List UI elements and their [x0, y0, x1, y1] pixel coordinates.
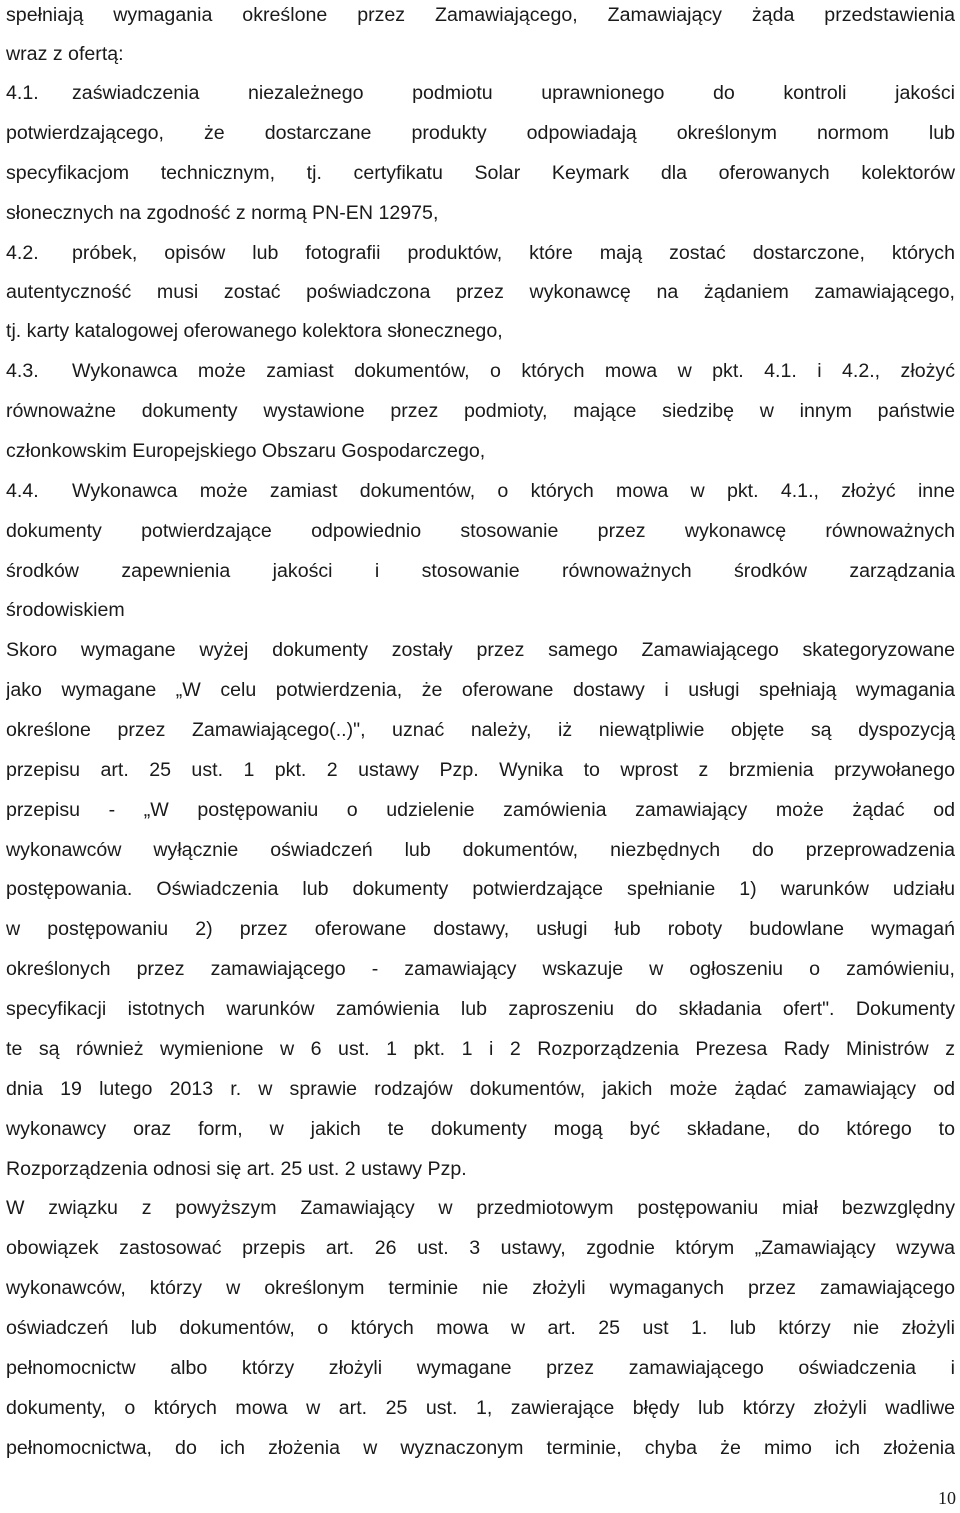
item-number: 4.3. — [6, 360, 39, 382]
list-item-4-4 — [6, 476, 955, 506]
text-line: dokumenty, o których mowa w art. 25 ust. 1, zawierające błędy lub którzy złożyli wadliwe — [6, 1397, 955, 1419]
text-line: pełnomocnictw albo którzy złożyli wymagane przez zamawiającego oświadczenia i — [6, 1357, 955, 1379]
item-text: próbek, opisów lub fotografii produktów, które mają zostać dostarczone, których — [72, 242, 955, 264]
list-item-4-2 — [6, 238, 955, 268]
text-line: Rozporządzenia odnosi się art. 25 ust. 2 ustawy Pzp. — [6, 1158, 467, 1180]
page-number: 10 — [938, 1488, 956, 1508]
text-line: W związku z powyższym Zamawiający w przedmiotowym postępowaniu miał bezwzględny — [6, 1197, 955, 1219]
text-line: spełniają wymagania określone przez Zamawiającego, Zamawiający żąda przedstawienia — [6, 4, 955, 26]
item-text: zaświadczenia niezależnego podmiotu uprawnionego do kontroli jakości — [72, 82, 955, 104]
item-number: 4.2. — [6, 242, 39, 264]
text-line: oświadczeń lub dokumentów, o których mowa w art. 25 ust 1. lub którzy nie złożyli — [6, 1317, 955, 1339]
text-line: środowiskiem — [6, 599, 125, 621]
text-line: określonych przez zamawiającego - zamawiający wskazuje w ogłoszeniu o zamówieniu, — [6, 958, 955, 980]
text-line: określone przez Zamawiającego(..)", uznać należy, iż niewątpliwie objęte są dyspozycją — [6, 719, 955, 741]
text-line: przepisu art. 25 ust. 1 pkt. 2 ustawy Pzp. Wynika to wprost z brzmienia przywołanego — [6, 759, 955, 781]
text-line: wykonawcy oraz form, w jakich te dokumenty mogą być składane, do którego to — [6, 1118, 955, 1140]
text-line: te są również wymienione w 6 ust. 1 pkt. 1 i 2 Rozporządzenia Prezesa Rady Ministrów z — [6, 1038, 955, 1060]
list-item-4-3 — [6, 356, 955, 386]
item-text: Wykonawca może zamiast dokumentów, o których mowa w pkt. 4.1. i 4.2., złożyć — [72, 360, 955, 382]
text-line: postępowania. Oświadczenia lub dokumenty potwierdzające spełnianie 1) warunków udziału — [6, 878, 955, 900]
text-line: wykonawców wyłącznie oświadczeń lub dokumentów, niezbędnych do przeprowadzenia — [6, 839, 955, 861]
text-line: autentyczność musi zostać poświadczona przez wykonawcę na żądaniem zamawiającego, — [6, 281, 955, 303]
text-line: specyfikacji istotnych warunków zamówienia lub zaproszeniu do składania ofert". Dokumenty — [6, 998, 955, 1020]
text-line: obowiązek zastosować przepis art. 26 ust. 3 ustawy, zgodnie którym „Zamawiający wzywa — [6, 1237, 955, 1259]
text-line: specyfikacjom technicznym, tj. certyfikatu Solar Keymark dla oferowanych kolektorów — [6, 162, 955, 184]
text-line: jako wymagane „W celu potwierdzenia, że oferowane dostawy i usługi spełniają wymagania — [6, 679, 955, 701]
text-line: dnia 19 lutego 2013 r. w sprawie rodzajów dokumentów, jakich może żądać zamawiający od — [6, 1078, 955, 1100]
text-line: członkowskim Europejskiego Obszaru Gospodarczego, — [6, 440, 486, 462]
item-text: Wykonawca może zamiast dokumentów, o których mowa w pkt. 4.1., złożyć inne — [72, 480, 955, 502]
text-line: przepisu - „W postępowaniu o udzielenie zamówienia zamawiający może żądać od — [6, 799, 955, 821]
text-line: potwierdzającego, że dostarczane produkty odpowiadają określonym normom lub — [6, 122, 955, 144]
text-line: pełnomocnictwa, do ich złożenia w wyznaczonym terminie, chyba że mimo ich złożenia — [6, 1437, 955, 1459]
text-line: wraz z ofertą: — [6, 43, 124, 65]
text-line: dokumenty potwierdzające odpowiednio stosowanie przez wykonawcę równoważnych — [6, 520, 955, 542]
list-item-4-1 — [6, 78, 955, 108]
text-line: równoważne dokumenty wystawione przez podmioty, mające siedzibę w innym państwie — [6, 400, 955, 422]
text-line: Skoro wymagane wyżej dokumenty zostały przez samego Zamawiającego skategoryzowane — [6, 639, 955, 661]
text-line: słonecznych na zgodność z normą PN-EN 12975, — [6, 202, 439, 224]
item-number: 4.4. — [6, 480, 39, 502]
text-line: wykonawców, którzy w określonym terminie nie złożyli wymaganych przez zamawiającego — [6, 1277, 955, 1299]
text-line: w postępowaniu 2) przez oferowane dostawy, usługi łub roboty budowlane wymagań — [6, 918, 955, 940]
text-line: środków zapewnienia jakości i stosowanie równoważnych środków zarządzania — [6, 560, 955, 582]
item-number: 4.1. — [6, 82, 39, 104]
text-line: tj. karty katalogowej oferowanego kolektora słonecznego, — [6, 320, 503, 342]
